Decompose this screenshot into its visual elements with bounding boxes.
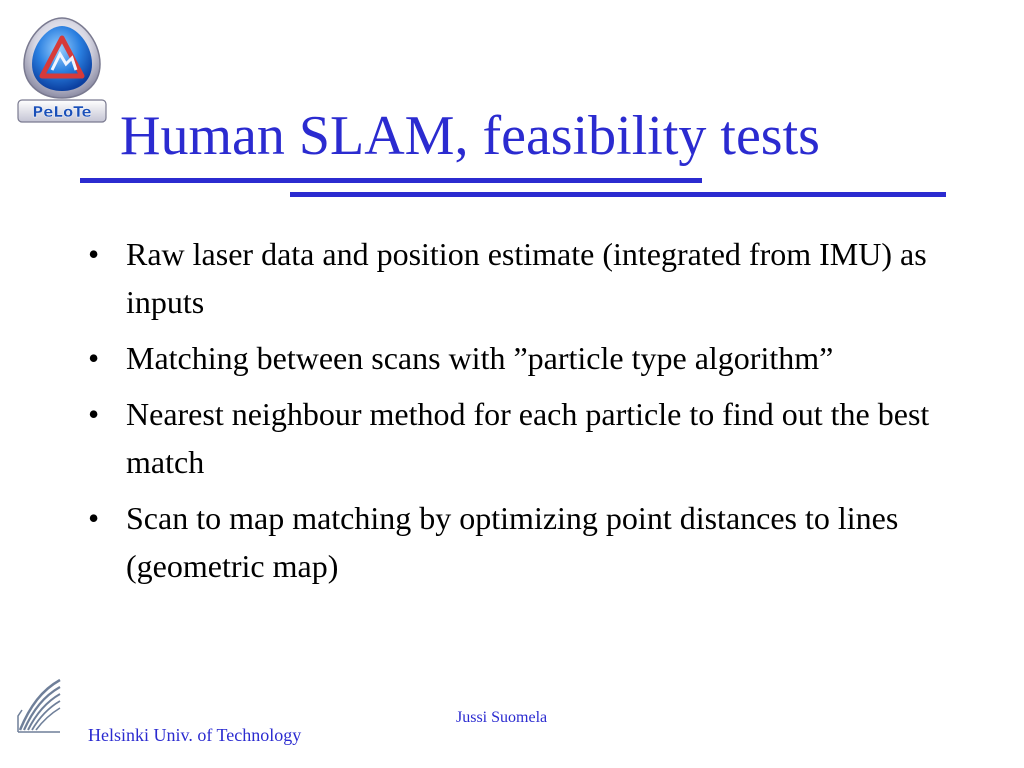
bullet-dot: • — [88, 500, 100, 536]
bullet-text: Matching between scans with ”particle type algorithm” — [126, 340, 834, 376]
bullet-item — [88, 494, 958, 590]
university-logo-icon — [14, 676, 64, 736]
bullet-text: Scan to map matching by optimizing point distances to lines (geometric map) — [126, 500, 899, 584]
title-underline-upper — [80, 178, 702, 183]
bullet-item — [88, 390, 958, 486]
bullet-dot: • — [88, 340, 100, 376]
slide-title: Human SLAM, feasibility tests — [120, 105, 820, 167]
bullet-list — [88, 230, 958, 598]
bullet-item — [88, 230, 958, 326]
pelote-logo-text: PeLoTe — [32, 103, 92, 121]
bullet-text: Raw laser data and position estimate (integrated from IMU) as inputs — [126, 236, 927, 320]
footer-author: Jussi Suomela — [456, 709, 548, 726]
footer-organization: Helsinki Univ. of Technology — [88, 725, 302, 745]
pelote-logo-icon — [14, 14, 110, 126]
bullet-dot: • — [88, 236, 100, 272]
bullet-item — [88, 334, 958, 382]
title-underline-lower — [290, 192, 946, 197]
bullet-text: Nearest neighbour method for each particle to find out the best match — [126, 396, 930, 480]
bullet-dot: • — [88, 396, 100, 432]
